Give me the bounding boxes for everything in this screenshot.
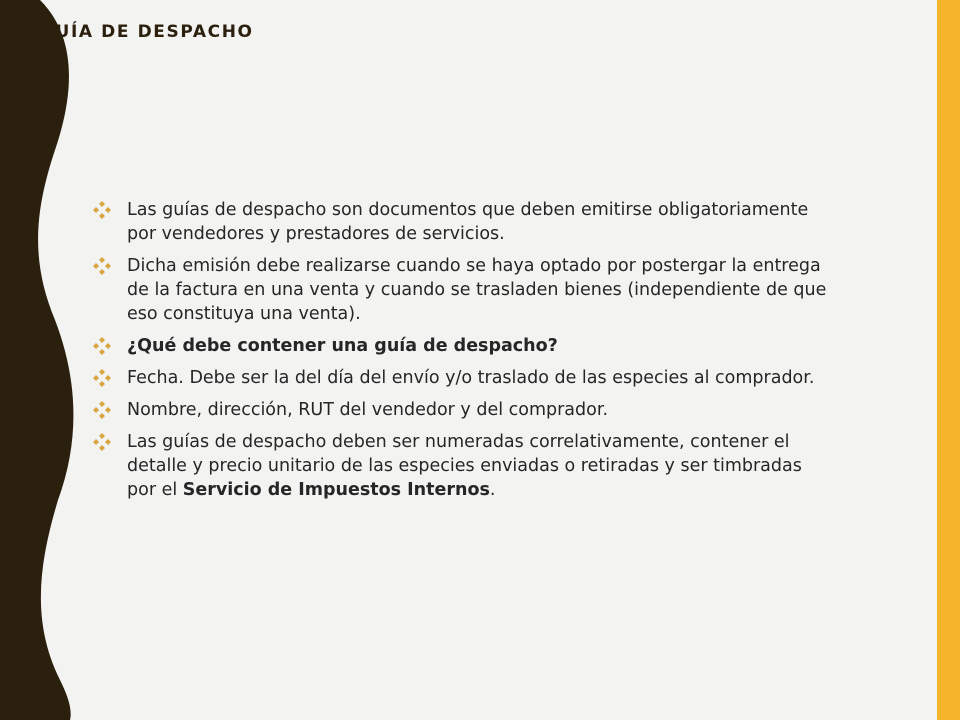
bullet-text-emphasis: Servicio de Impuestos Internos bbox=[182, 480, 490, 500]
wave-decoration bbox=[0, 0, 80, 720]
four-diamond-icon bbox=[93, 401, 111, 419]
slide-title: GUÍA DE DESPACHO bbox=[40, 22, 254, 42]
four-diamond-icon bbox=[93, 257, 111, 275]
accent-bar bbox=[937, 0, 960, 720]
four-diamond-icon bbox=[93, 337, 111, 355]
list-item bbox=[93, 254, 833, 326]
list-item bbox=[93, 334, 833, 358]
list-item bbox=[93, 198, 833, 246]
bullet-text: Dicha emisión debe realizarse cuando se haya optado por postergar la entrega de la factura en una venta y cuando se trasladen bienes (independiente de que eso constituya una venta). bbox=[127, 256, 827, 324]
bullet-text: ¿Qué debe contener una guía de despacho? bbox=[127, 336, 558, 356]
list-item bbox=[93, 398, 833, 422]
bullet-text-after: . bbox=[489, 480, 496, 500]
list-item bbox=[93, 366, 833, 390]
bullet-text: Nombre, dirección, RUT del vendedor y del comprador. bbox=[127, 400, 609, 420]
four-diamond-icon bbox=[93, 369, 111, 387]
bullet-text: Las guías de despacho son documentos que deben emitirse obligatoriamente por vendedores y prestadores de servicios. bbox=[127, 200, 809, 244]
bullet-text-before: Las guías de despacho deben ser numeradas correlativamente, contener el detalle y precio unitario de las especies enviadas o retiradas y ser timbradas por el bbox=[127, 432, 802, 500]
four-diamond-icon bbox=[93, 201, 111, 219]
list-item bbox=[93, 430, 833, 502]
four-diamond-icon bbox=[93, 433, 111, 451]
bullet-list bbox=[93, 198, 833, 510]
bullet-text: Fecha. Debe ser la del día del envío y/o traslado de las especies al comprador. bbox=[127, 368, 815, 388]
